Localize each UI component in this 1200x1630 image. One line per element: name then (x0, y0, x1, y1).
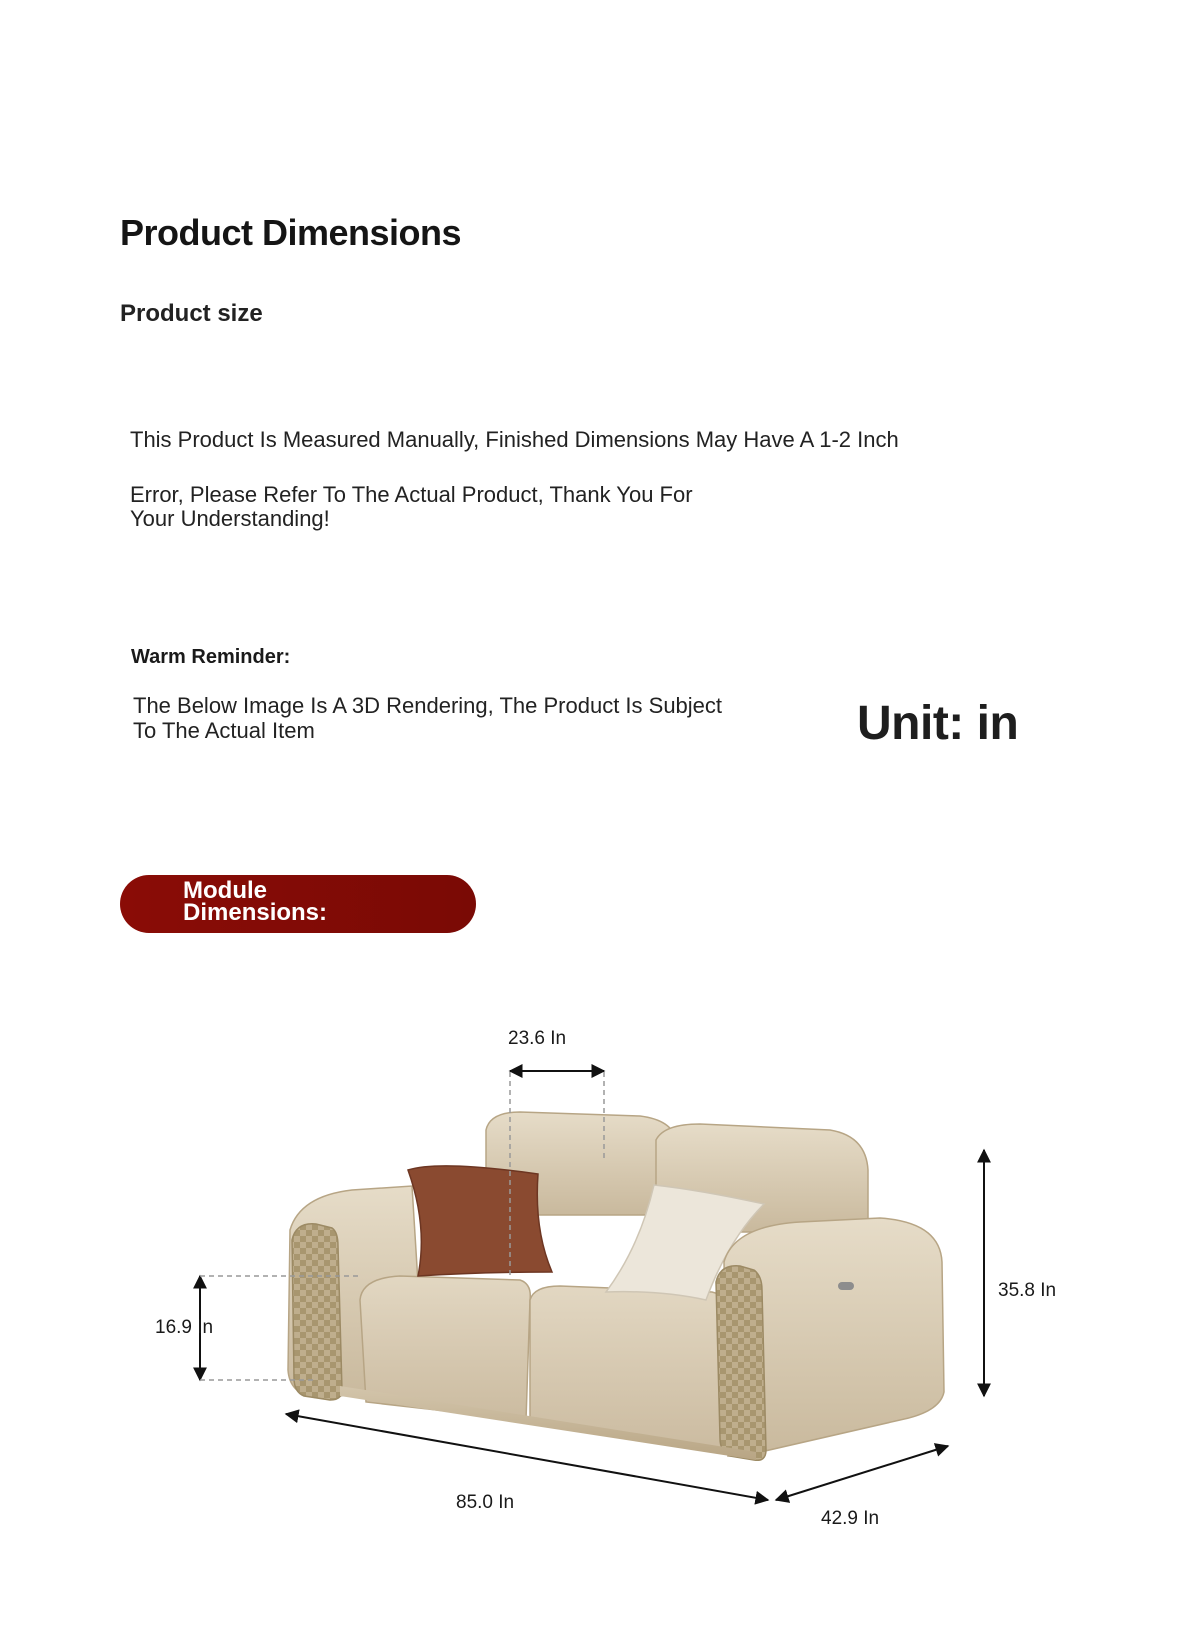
reminder-line-2: To The Actual Item (133, 718, 315, 743)
total-width-label: 85.0 In (456, 1492, 515, 1513)
page-title: Product Dimensions (120, 212, 462, 253)
seat-width-label: 23.6 In (508, 1028, 567, 1049)
note-line-2: Error, Please Refer To The Actual Product, Thank You For (130, 482, 693, 507)
total-depth-label: 42.9 In (821, 1508, 880, 1529)
sofa-right-arm (716, 1218, 944, 1460)
reminder-title: Warm Reminder: (131, 646, 291, 668)
note-line-1: This Product Is Measured Manually, Finished Dimensions May Have A 1-2 Inch (130, 427, 899, 452)
total-height-label: 35.8 In (998, 1280, 1057, 1301)
page-subtitle: Product size (120, 300, 263, 327)
module-label-line-2: Dimensions: (183, 899, 328, 926)
note-line-3: Your Understanding! (130, 506, 330, 531)
seat-height-label: 16.9 In (155, 1317, 214, 1338)
unit-label: Unit: in (857, 697, 1019, 750)
module-label-line-1: Module (183, 877, 267, 904)
pillow-brown (408, 1166, 552, 1276)
reminder-line-1: The Below Image Is A 3D Rendering, The Product Is Subject (133, 693, 723, 718)
